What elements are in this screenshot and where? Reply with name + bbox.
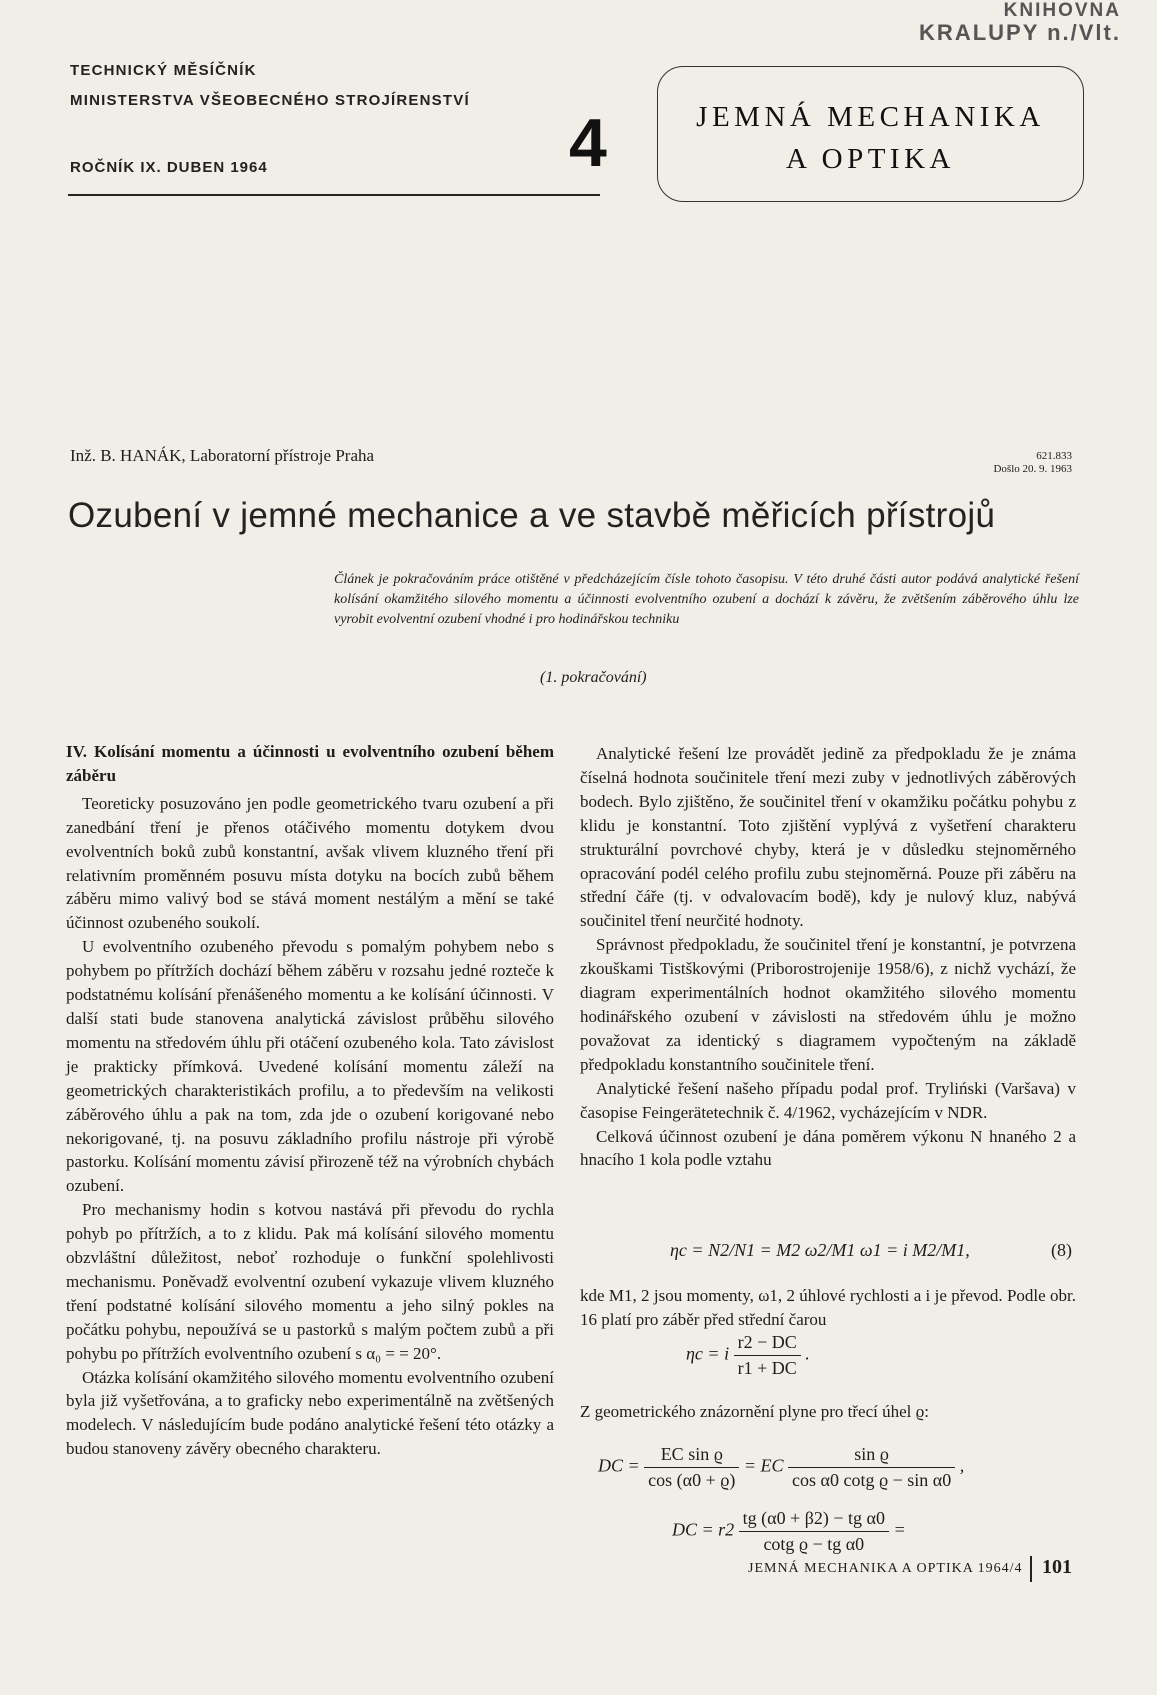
denominator: r1 + DC	[737, 1358, 797, 1378]
denominator: cos α0 cotg ϱ − sin α0	[792, 1470, 952, 1490]
section-heading: IV. Kolísání momentu a účinnosti u evolventního ozubení během záběru	[66, 742, 554, 785]
publisher-line-1: TECHNICKÝ MĚSÍČNÍK	[70, 62, 257, 79]
left-column	[66, 740, 554, 1461]
fraction	[734, 1332, 801, 1379]
issue-number: 4	[569, 105, 607, 181]
fraction	[739, 1508, 889, 1555]
issue-line: ROČNÍK IX. DUBEN 1964	[70, 159, 268, 176]
denominator: cotg ϱ − tg α0	[763, 1534, 865, 1554]
denominator: cos (α0 + ϱ)	[648, 1470, 736, 1490]
stamp-line-2: KRALUPY n./Vlt.	[919, 20, 1121, 45]
right-column-text	[580, 1400, 1076, 1424]
eq-end: ,	[959, 1455, 965, 1476]
publisher-line-2: MINISTERSTVA VŠEOBECNÉHO STROJÍRENSTVÍ	[70, 92, 470, 109]
paragraph: Teoreticky posuzováno jen podle geometrického tvaru ozubení a při zanedbání tření je přenos otáčivého momentu dotykem dvou evolventních boků zubů konstantní, avšak vlivem kluzného tření při relativním proměnném posuvu místa dotyku na bocích zubů během záběru mimo valivý bod se stává moment nestálým a mění se také účinnost ozubeného soukolí.	[66, 793, 554, 933]
received-date: Došlo 20. 9. 1963	[993, 463, 1072, 475]
article-abstract: Článek je pokračováním práce otištěné v předcházejícím čísle tohoto časopisu. V této druhé části autor podává analytické řešení kolísání okamžitého silového momentu a účinnosti evolventního ozubení a dochází k závěru, že zvětšením záběrového úhlu lze vyrobit evolventní ozubení vhodné i pro hodinářskou techniku	[334, 572, 1079, 627]
paragraph: Otázka kolísání okamžitého silového momentu evolventního ozubení byla již vyšetřována, a to graficky nebo experimentálně na zvětšených modelech. V následujícím bude podáno analytické řešení této otázky a budou stanoveny závěry obecného charakteru.	[66, 1367, 554, 1459]
footer-separator	[1030, 1556, 1032, 1582]
stamp-line-1: KNIHOVNA	[1003, 0, 1121, 21]
journal-title	[658, 96, 1083, 180]
friction-angle-equation	[598, 1444, 964, 1491]
article-title: Ozubení v jemné mechanice a ve stavbě měřicích přístrojů	[68, 496, 996, 535]
paragraph: Analytické řešení lze provádět jedině za předpokladu že je známa číselná hodnota součinitele tření mezi zuby v jednotlivých záběrových bodech. Bylo zjištěno, že součinitel tření v okamžiku počátku pohybu z klidu je konstantní. Toto zjištění vyplývá z vyšetření charakteru strukturální povrchové chyby, která je v důsledku stejnoměrného opracování podél celého profilu zubu stejnoměrná. Pouze při záběru na střední čáře (tj. v odvalovacím bodě), kdy je nulový kluz, nabývá součinitel tření neurčité hodnoty.	[580, 744, 1076, 931]
eq-end: .	[805, 1343, 810, 1364]
continuation-label: (1. pokračování)	[540, 669, 647, 686]
publisher-block	[70, 56, 470, 116]
udc-code: 621.833	[1036, 450, 1072, 462]
right-column	[580, 742, 1076, 1172]
eq-mid: = EC	[743, 1455, 784, 1476]
journal-title-line-2: A OPTIKA	[786, 143, 955, 175]
journal-title-line-1: JEMNÁ MECHANIKA	[696, 101, 1045, 133]
paragraph: Analytické řešení našeho případu podal prof. Tryliński (Varšava) v časopise Feingerätetechnik č. 4/1962, vycházejícím v NDR.	[580, 1078, 1076, 1122]
masthead-rule	[68, 194, 600, 196]
right-column-continued	[580, 1284, 1076, 1332]
article-author: Inž. B. HANÁK, Laboratorní přístroje Praha	[70, 446, 375, 465]
library-stamp	[919, 0, 1121, 44]
paragraph: kde M1, 2 jsou momenty, ω1, 2 úhlové rychlosti a i je převod. Podle obr. 16 platí pro záběr před střední čarou	[580, 1286, 1076, 1329]
dc-equation	[672, 1508, 906, 1555]
paragraph: Celková účinnost ozubení je dána poměrem výkonu N hnaného 2 a hnacího 1 kola podle vztahu	[580, 1126, 1076, 1170]
numerator: r2 − DC	[734, 1332, 801, 1356]
paragraph: Pro mechanismy hodin s kotvou nastává při převodu do rychla pohyb po přítržích, a to z klidu. Pak má kolísání silového momentu obzvláštní důležitost, neboť rozhoduje o funkční spolehlivosti mechanismu. Poněvadž evolventní ozubení vykazuje vlivem kluzného tření podstatné kolísání silového momentu a jeho silný pokles na počátku pohybu, nepoužívá se u pastorků s malým počtem zubů a při pohybu po přítržích evolventního ozubení s α₀ = = 20°.	[66, 1200, 554, 1363]
efficiency-equation	[686, 1332, 810, 1379]
footer-journal: JEMNÁ MECHANIKA A OPTIKA 1964/4	[748, 1561, 1023, 1576]
eq-lhs: ηc = i	[686, 1343, 730, 1364]
numerator: tg (α0 + β2) − tg α0	[739, 1508, 889, 1532]
paragraph: Z geometrického znázornění plyne pro třecí úhel ϱ:	[580, 1402, 929, 1421]
equation-number: (8)	[1051, 1240, 1072, 1260]
paragraph: U evolventního ozubeného převodu s pomalým pohybem nebo s pohybem po přítržích dochází během záběru v rozsahu jedné rozteče k podstatnému kolísání přenášeného momentu a ke kolísání účinnosti. V další stati bude stanovena analytická závislost průběhu silového momentu na středovém úhlu při otáčení ozubeného kola. Tato závislost je prakticky přímková. Uvedené kolísání momentu záleží na geometrických charakteristikách profilu, a to především na velikosti záběrového úhlu a pak na tom, zda jde o ozubení korigované nebo nekorigované, tj. na posuvu základního profilu nástroje při výrobě pastorku. Kolísání momentu závisí přirozeně též na výrobních chybách ozubení.	[66, 937, 554, 1196]
eq-end: =	[893, 1519, 906, 1540]
equation-8	[670, 1240, 1072, 1261]
equation-8-body: ηc = N2/N1 = M2 ω2/M1 ω1 = i M2/M1,	[670, 1240, 970, 1260]
eq-lhs: DC =	[598, 1455, 640, 1476]
numerator: sin ϱ	[788, 1444, 955, 1468]
paragraph: Správnost předpokladu, že součinitel tření je konstantní, je potvrzena zkouškami Tistškovými (Priborostrojenije 1958/6), z nichž vychází, že diagram experimentálních hodnot okamžitého silového momentu hodinářského ozubení v závislosti na středovém úhlu je možno považovat za identický s diagramem vypočteným na základě předpokladu konstantního součinitele tření.	[580, 935, 1076, 1074]
fraction	[788, 1444, 955, 1491]
fraction	[644, 1444, 739, 1491]
numerator: EC sin ϱ	[644, 1444, 739, 1468]
eq-lhs: DC = r2	[672, 1519, 735, 1540]
article-meta	[968, 450, 1072, 476]
page-number: 101	[1042, 1556, 1072, 1578]
